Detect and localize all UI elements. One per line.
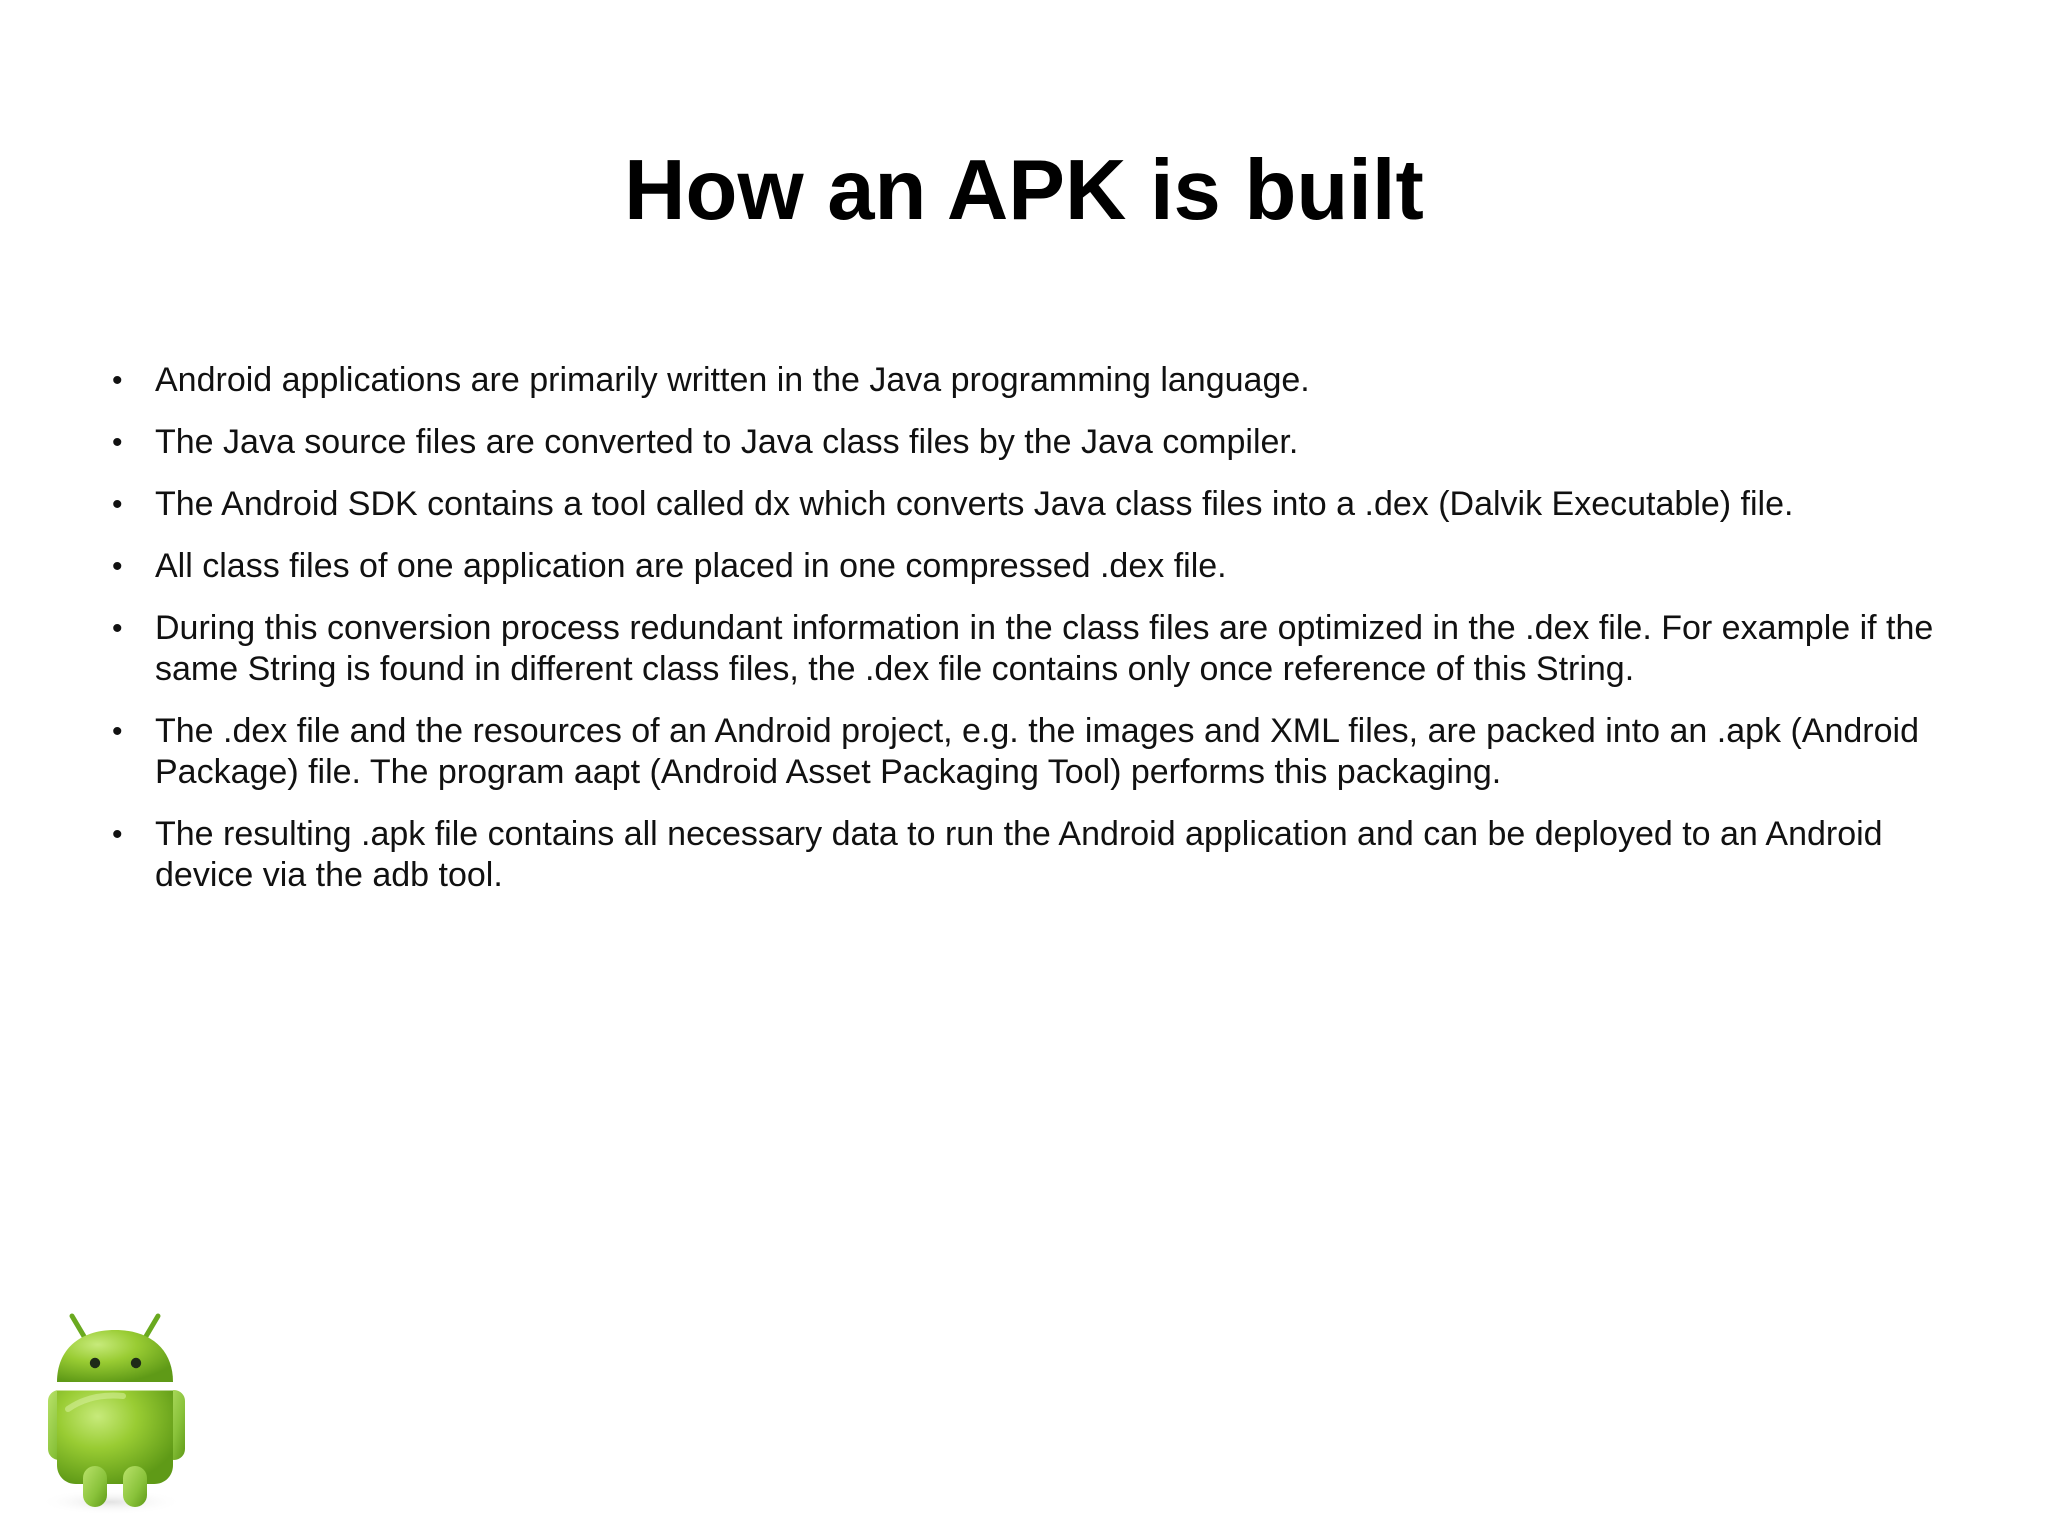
bullet-item: [112, 546, 1972, 587]
bullet-text: The Java source files are converted to Java class files by the Java compiler.: [155, 423, 1299, 461]
bullet-dot: •: [112, 612, 123, 645]
bullet-item: [112, 608, 1972, 690]
bullet-text: The .dex file and the resources of an Android project, e.g. the images and XML files, are packed into an .apk (Android Package) file. The program aapt (Android Asset Packaging Tool) performs this packaging.: [155, 712, 1919, 791]
bullet-item: [112, 814, 1972, 896]
slide-title: How an APK is built: [624, 143, 1424, 238]
bullet-dot: •: [112, 364, 123, 397]
bullet-item: [112, 484, 1972, 525]
bullet-text: All class files of one application are placed in one compressed .dex file.: [155, 547, 1227, 585]
bullet-item: [112, 360, 1972, 401]
bullet-dot: •: [112, 818, 123, 851]
bullet-dot: •: [112, 426, 123, 459]
bullet-text: During this conversion process redundant information in the class files are optimized in the .dex file. For example if the same String is found in different class files, the .dex file contains only once reference of this String.: [155, 609, 1934, 688]
bullet-text: The Android SDK contains a tool called dx which converts Java class files into a .dex (Dalvik Executable) file.: [155, 485, 1794, 523]
bullet-item: [112, 711, 1972, 793]
bullet-dot: •: [112, 715, 123, 748]
bullet-text: The resulting .apk file contains all necessary data to run the Android application and can be deployed to an Android device via the adb tool.: [155, 815, 1883, 894]
bullet-text: Android applications are primarily written in the Java programming language.: [155, 361, 1310, 399]
android-robot-icon: [26, 1306, 206, 1520]
bullet-list: [112, 360, 1972, 917]
bullet-dot: •: [112, 550, 123, 583]
bullet-item: [112, 422, 1972, 463]
bullet-dot: •: [112, 488, 123, 521]
